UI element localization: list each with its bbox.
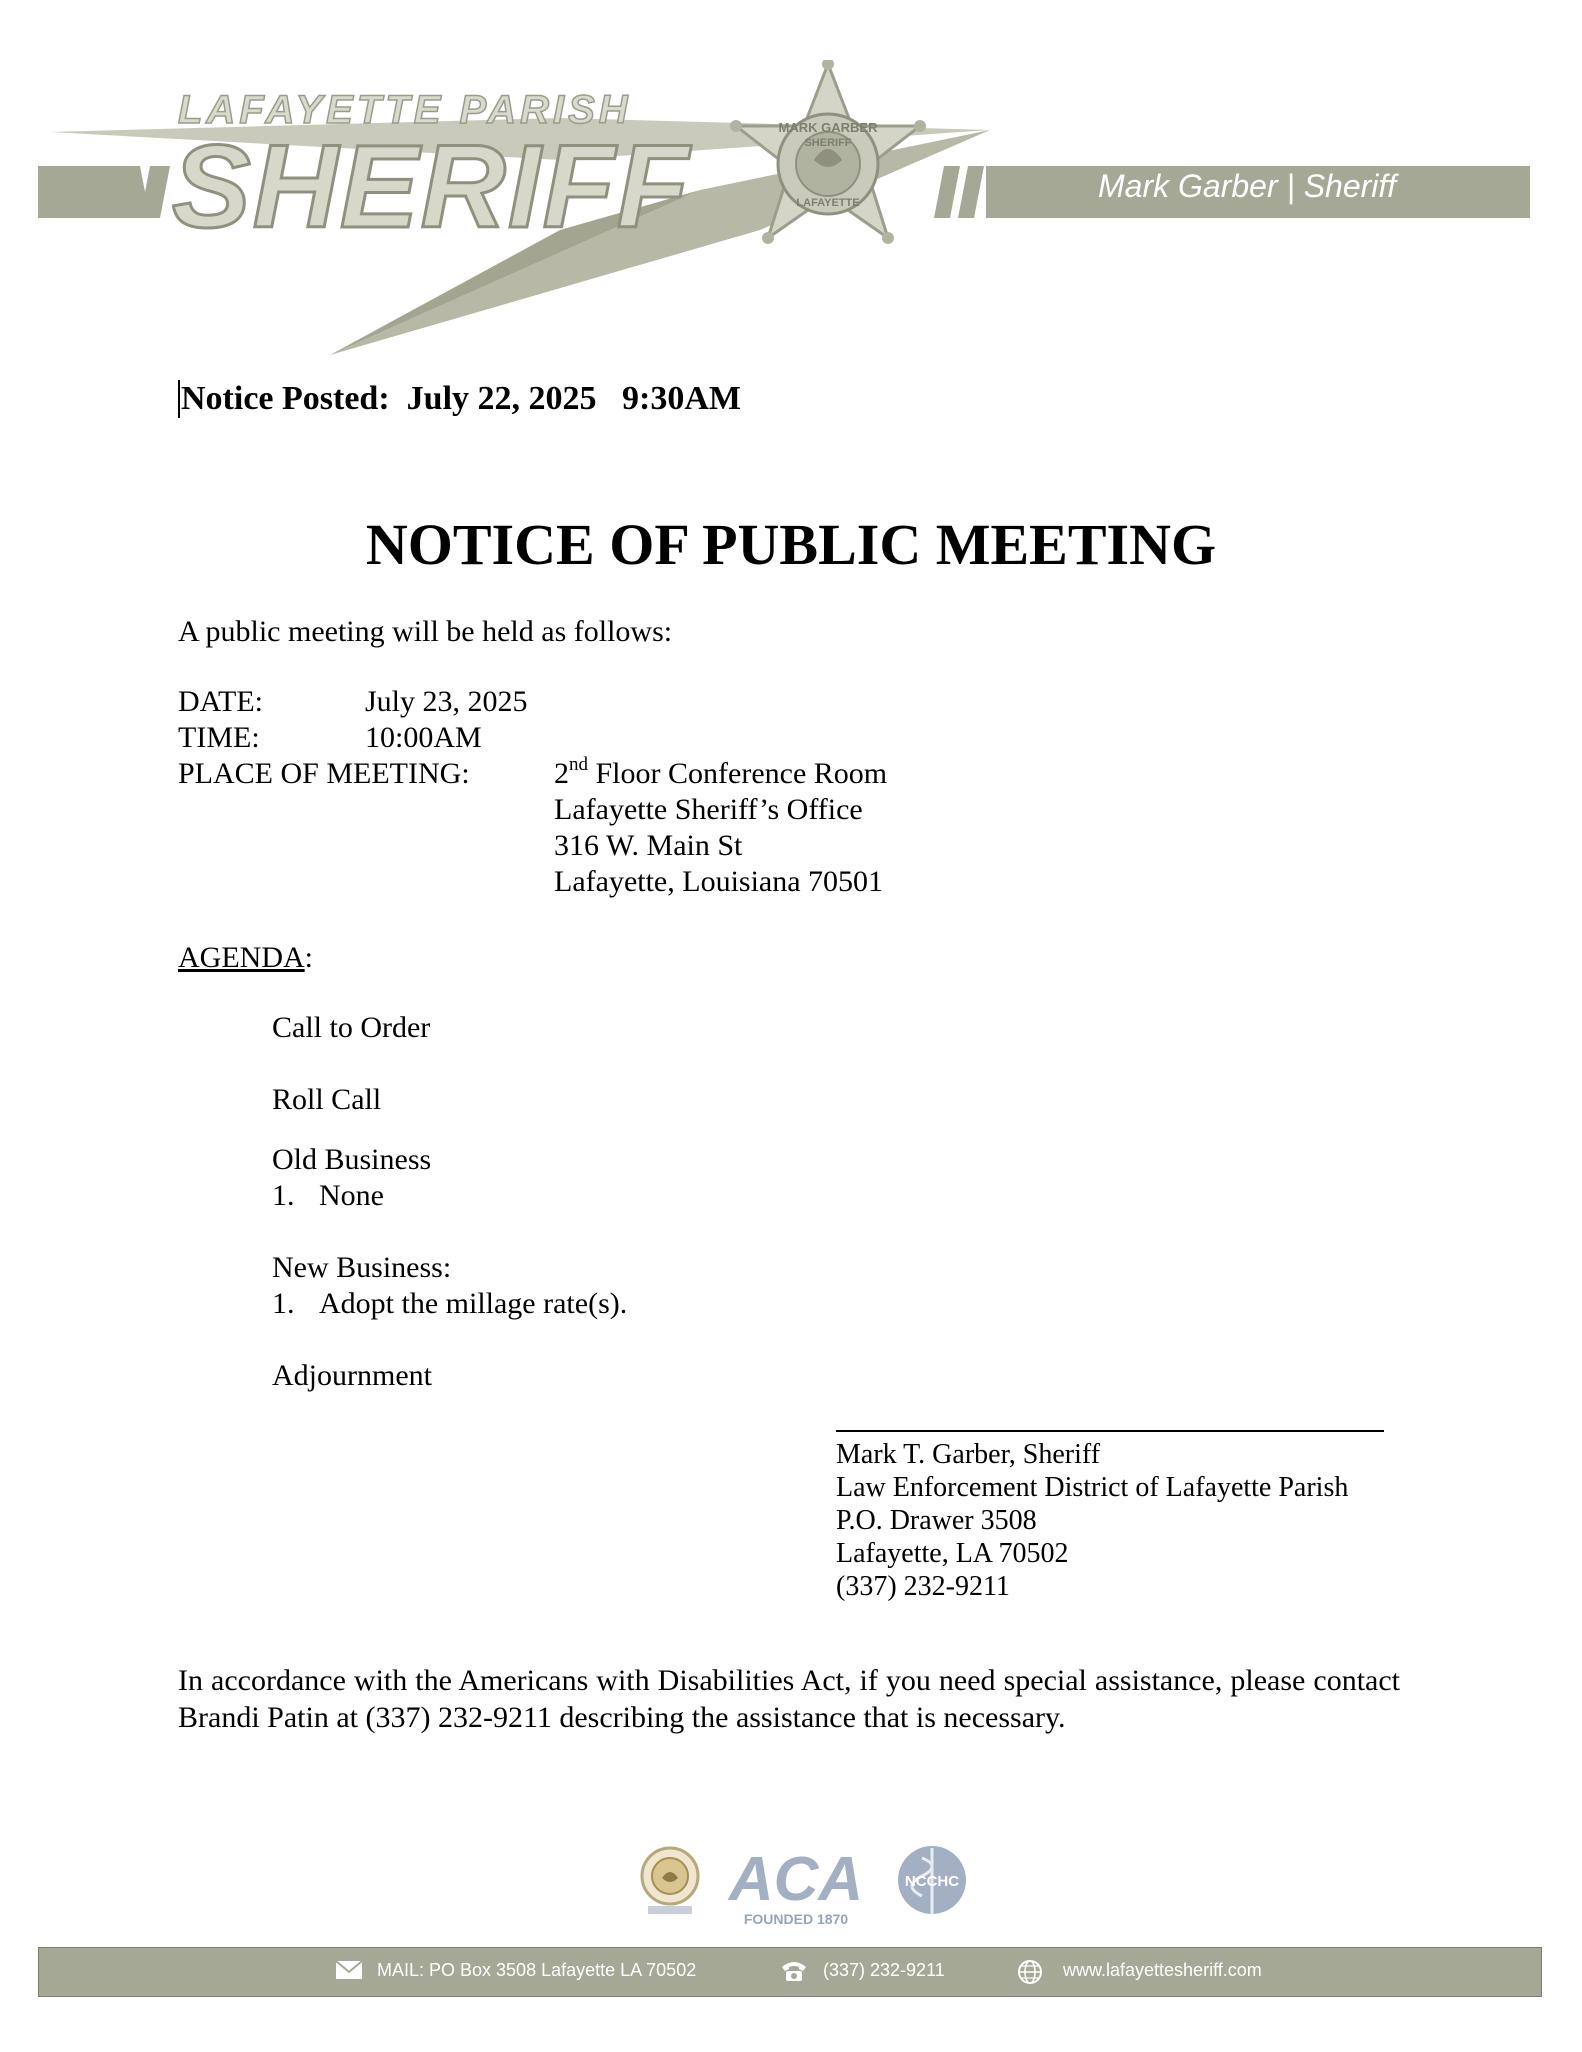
footer-phone: (337) 232-9211: [823, 1960, 945, 1980]
signature-name: Mark T. Garber, Sheriff: [836, 1439, 1101, 1470]
new-business-item-text: Adopt the millage rate(s).: [319, 1287, 628, 1320]
place-label: PLACE OF MEETING:: [178, 757, 470, 790]
place-line-2: Lafayette Sheriff’s Office: [554, 793, 863, 826]
new-business-item-number: 1.: [272, 1287, 295, 1320]
place-line-4: Lafayette, Louisiana 70501: [554, 865, 884, 898]
envelope-icon: [335, 1959, 363, 1981]
footer-website-link[interactable]: www.lafayettesheriff.com: [1063, 1960, 1262, 1980]
agenda-heading: AGENDA:: [178, 941, 313, 974]
place-line-1: 2nd Floor Conference Room: [554, 754, 888, 790]
sheriff-name-line: Mark Garber | Sheriff: [1098, 168, 1397, 204]
footer-bar: [38, 1947, 1542, 1997]
old-business-item-text: None: [319, 1179, 384, 1212]
aca-logo-text: ACA: [728, 1845, 864, 1914]
agenda-item-adjournment: Adjournment: [272, 1359, 432, 1392]
logos-graphic: [630, 1830, 970, 1930]
aca-founded-text: FOUNDED 1870: [743, 1911, 849, 1927]
signature-phone: (337) 232-9211: [836, 1571, 1010, 1602]
signature-line: [836, 1430, 1384, 1432]
telephone-icon: [780, 1959, 808, 1983]
sheriff-star-badge-icon: [728, 60, 928, 270]
parish-wordmark: LAFAYETTE PARISH: [178, 88, 632, 132]
signature-po: P.O. Drawer 3508: [836, 1505, 1037, 1536]
badge-mid-text: SHERIFF: [804, 137, 852, 149]
ada-notice: In accordance with the Americans with Disabilities Act, if you need special assistance, please contact Brandi Patin at (337) 232-9211 describing the assistance that is necessary.: [178, 1664, 1400, 1734]
notice-posted-date: July 22, 2025: [406, 380, 597, 417]
globe-icon: [1017, 1959, 1043, 1985]
ncchc-logo-icon: [898, 1846, 966, 1914]
date-label: DATE:: [178, 685, 263, 718]
date-value: July 23, 2025: [365, 685, 528, 718]
notice-posted-label: Notice Posted:: [181, 380, 390, 417]
letterhead: [0, 0, 1582, 370]
signature-district: Law Enforcement District of Lafayette Parish: [836, 1472, 1349, 1503]
time-label: TIME:: [178, 721, 260, 754]
place-line-3: 316 W. Main St: [554, 829, 743, 862]
signature-city: Lafayette, LA 70502: [836, 1538, 1069, 1569]
footer-mail: MAIL: PO Box 3508 Lafayette LA 70502: [377, 1960, 697, 1980]
notice-posted: [178, 380, 741, 418]
old-business-item-number: 1.: [272, 1179, 295, 1212]
louisiana-seal-icon: [642, 1848, 698, 1914]
sheriff-wordmark: SHERIFF: [172, 121, 691, 253]
agenda-item-new-business: New Business:: [272, 1251, 452, 1284]
badge-bottom-text: LAFAYETTE: [796, 197, 860, 209]
ncchc-logo-text: NCCHC: [904, 1873, 960, 1890]
accreditation-logos: [630, 1830, 970, 1930]
agenda-item-roll-call: Roll Call: [272, 1083, 382, 1116]
agenda-item-old-business: Old Business: [272, 1143, 432, 1176]
badge-top-text: MARK GARBER: [778, 120, 878, 135]
notice-posted-time: 9:30AM: [622, 380, 741, 417]
agenda-item-call-to-order: Call to Order: [272, 1011, 431, 1044]
page-title: NOTICE OF PUBLIC MEETING: [365, 512, 1217, 577]
time-value: 10:00AM: [365, 721, 482, 754]
aca-logo-icon: [727, 1845, 863, 1927]
intro-text: A public meeting will be held as follows:: [178, 615, 673, 648]
